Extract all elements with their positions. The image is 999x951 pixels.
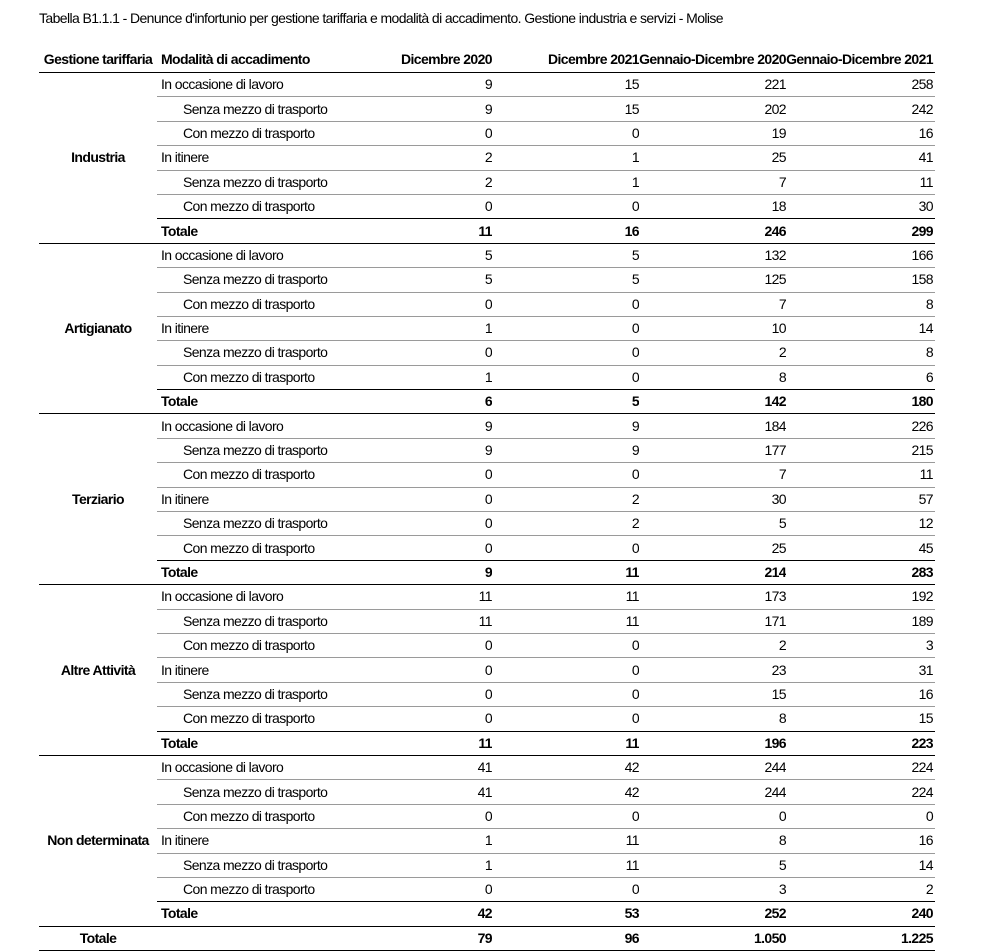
value-cell: 0 xyxy=(345,877,492,901)
value-cell: 11 xyxy=(492,829,639,853)
value-cell: 189 xyxy=(786,609,935,633)
value-cell: 2 xyxy=(639,341,786,365)
data-table xyxy=(39,46,935,951)
value-cell: 2 xyxy=(345,170,492,194)
value-cell: 0 xyxy=(345,512,492,536)
value-cell: 9 xyxy=(345,97,492,121)
grand-total-value: 79 xyxy=(345,926,492,950)
table-row xyxy=(39,536,935,560)
value-cell: 0 xyxy=(492,877,639,901)
value-cell: 5 xyxy=(345,243,492,267)
header-gen-dic-2020: Gennaio-Dicembre 2020 xyxy=(639,50,786,67)
value-cell: 0 xyxy=(492,292,639,316)
modalita-label: In occasione di lavoro xyxy=(157,585,345,609)
value-cell: 5 xyxy=(492,390,639,414)
value-cell: 0 xyxy=(345,487,492,511)
header-modalita: Modalità di accadimento xyxy=(161,50,310,67)
value-cell: 0 xyxy=(492,707,639,731)
value-cell: 14 xyxy=(786,316,935,340)
total-label: Totale xyxy=(157,390,345,414)
value-cell: 184 xyxy=(639,414,786,438)
grand-total-label: Totale xyxy=(39,926,157,950)
value-cell: 177 xyxy=(639,438,786,462)
modalita-label: Con mezzo di trasporto xyxy=(157,121,345,145)
value-cell: 11 xyxy=(492,853,639,877)
modalita-label: Senza mezzo di trasporto xyxy=(157,512,345,536)
value-cell: 2 xyxy=(492,487,639,511)
value-cell: 8 xyxy=(786,341,935,365)
table-title: Tabella B1.1.1 - Denunce d'infortunio per gestione tariffaria e modalità di accadimento. Gestione industria e servizi - Molise xyxy=(39,10,723,26)
value-cell: 8 xyxy=(639,365,786,389)
value-cell: 224 xyxy=(786,755,935,779)
group-label: Industria xyxy=(39,73,157,244)
value-cell: 15 xyxy=(786,707,935,731)
value-cell: 142 xyxy=(639,390,786,414)
value-cell: 3 xyxy=(786,633,935,657)
modalita-label: Con mezzo di trasporto xyxy=(157,707,345,731)
value-cell: 221 xyxy=(639,73,786,97)
value-cell: 0 xyxy=(786,804,935,828)
header-dic-2020: Dicembre 2020 xyxy=(400,50,492,67)
header-dic-2021: Dicembre 2021 xyxy=(547,50,639,67)
value-cell: 9 xyxy=(492,414,639,438)
value-cell: 5 xyxy=(639,853,786,877)
value-cell: 31 xyxy=(786,658,935,682)
total-label: Totale xyxy=(157,731,345,755)
value-cell: 9 xyxy=(345,414,492,438)
value-cell: 16 xyxy=(786,682,935,706)
value-cell: 6 xyxy=(345,390,492,414)
total-label: Totale xyxy=(157,560,345,584)
value-cell: 9 xyxy=(345,73,492,97)
total-row xyxy=(39,731,935,755)
value-cell: 57 xyxy=(786,487,935,511)
value-cell: 25 xyxy=(639,536,786,560)
value-cell: 0 xyxy=(639,804,786,828)
value-cell: 8 xyxy=(639,707,786,731)
value-cell: 15 xyxy=(492,97,639,121)
modalita-label: Con mezzo di trasporto xyxy=(157,633,345,657)
table-row xyxy=(39,804,935,828)
grand-total-value: 96 xyxy=(492,926,639,950)
value-cell: 0 xyxy=(345,804,492,828)
value-cell: 8 xyxy=(639,829,786,853)
modalita-label: Senza mezzo di trasporto xyxy=(157,341,345,365)
modalita-label: Con mezzo di trasporto xyxy=(157,463,345,487)
value-cell: 15 xyxy=(492,73,639,97)
table-row xyxy=(39,73,935,97)
table-row xyxy=(39,487,935,511)
value-cell: 7 xyxy=(639,170,786,194)
value-cell: 252 xyxy=(639,902,786,926)
value-cell: 53 xyxy=(492,902,639,926)
value-cell: 11 xyxy=(492,731,639,755)
modalita-label: In occasione di lavoro xyxy=(157,755,345,779)
table-row xyxy=(39,585,935,609)
total-label: Totale xyxy=(157,902,345,926)
value-cell: 158 xyxy=(786,268,935,292)
total-row xyxy=(39,390,935,414)
table-row xyxy=(39,853,935,877)
group-label: Artigianato xyxy=(39,243,157,414)
value-cell: 0 xyxy=(345,707,492,731)
value-cell: 0 xyxy=(345,292,492,316)
value-cell: 2 xyxy=(345,146,492,170)
value-cell: 166 xyxy=(786,243,935,267)
value-cell: 0 xyxy=(492,633,639,657)
value-cell: 25 xyxy=(639,146,786,170)
table-row xyxy=(39,829,935,853)
value-cell: 1 xyxy=(345,829,492,853)
value-cell: 214 xyxy=(639,560,786,584)
modalita-label: In occasione di lavoro xyxy=(157,243,345,267)
modalita-label: Senza mezzo di trasporto xyxy=(157,609,345,633)
value-cell: 5 xyxy=(492,268,639,292)
value-cell: 0 xyxy=(492,463,639,487)
modalita-label: Senza mezzo di trasporto xyxy=(157,268,345,292)
modalita-label: Con mezzo di trasporto xyxy=(157,365,345,389)
value-cell: 11 xyxy=(492,560,639,584)
value-cell: 0 xyxy=(492,365,639,389)
table-row xyxy=(39,243,935,267)
modalita-label: Senza mezzo di trasporto xyxy=(157,438,345,462)
value-cell: 16 xyxy=(786,829,935,853)
value-cell: 11 xyxy=(345,219,492,243)
grand-total-value: 1.050 xyxy=(639,926,786,950)
modalita-label: Senza mezzo di trasporto xyxy=(157,97,345,121)
value-cell: 223 xyxy=(786,731,935,755)
value-cell: 42 xyxy=(492,755,639,779)
value-cell: 8 xyxy=(786,292,935,316)
value-cell: 2 xyxy=(786,877,935,901)
value-cell: 125 xyxy=(639,268,786,292)
value-cell: 3 xyxy=(639,877,786,901)
value-cell: 246 xyxy=(639,219,786,243)
value-cell: 0 xyxy=(492,536,639,560)
value-cell: 0 xyxy=(345,633,492,657)
group-label: Terziario xyxy=(39,414,157,585)
value-cell: 42 xyxy=(492,780,639,804)
table-row xyxy=(39,633,935,657)
value-cell: 0 xyxy=(345,194,492,218)
header-gen-dic-2021: Gennaio-Dicembre 2021 xyxy=(786,50,933,67)
value-cell: 5 xyxy=(345,268,492,292)
value-cell: 1 xyxy=(345,853,492,877)
group-label: Non determinata xyxy=(39,755,157,926)
table-row xyxy=(39,146,935,170)
value-cell: 192 xyxy=(786,585,935,609)
value-cell: 0 xyxy=(492,194,639,218)
value-cell: 2 xyxy=(492,512,639,536)
value-cell: 11 xyxy=(345,731,492,755)
value-cell: 0 xyxy=(492,316,639,340)
value-cell: 224 xyxy=(786,780,935,804)
table-row xyxy=(39,755,935,779)
table-row xyxy=(39,292,935,316)
value-cell: 41 xyxy=(345,755,492,779)
total-row xyxy=(39,902,935,926)
table-row xyxy=(39,438,935,462)
value-cell: 299 xyxy=(786,219,935,243)
value-cell: 11 xyxy=(492,585,639,609)
modalita-label: Con mezzo di trasporto xyxy=(157,292,345,316)
value-cell: 215 xyxy=(786,438,935,462)
value-cell: 226 xyxy=(786,414,935,438)
grand-total-row xyxy=(39,926,935,950)
table-row xyxy=(39,341,935,365)
value-cell: 11 xyxy=(345,609,492,633)
modalita-label: Con mezzo di trasporto xyxy=(157,877,345,901)
value-cell: 5 xyxy=(492,243,639,267)
value-cell: 19 xyxy=(639,121,786,145)
value-cell: 15 xyxy=(639,682,786,706)
value-cell: 10 xyxy=(639,316,786,340)
table-row xyxy=(39,463,935,487)
value-cell: 196 xyxy=(639,731,786,755)
value-cell: 5 xyxy=(639,512,786,536)
value-cell: 244 xyxy=(639,780,786,804)
value-cell: 1 xyxy=(345,365,492,389)
table-row xyxy=(39,512,935,536)
value-cell: 11 xyxy=(345,585,492,609)
total-label: Totale xyxy=(157,219,345,243)
modalita-label: Senza mezzo di trasporto xyxy=(157,853,345,877)
value-cell: 45 xyxy=(786,536,935,560)
value-cell: 7 xyxy=(639,463,786,487)
modalita-label: In itinere xyxy=(157,658,345,682)
value-cell: 0 xyxy=(492,121,639,145)
table-row xyxy=(39,780,935,804)
modalita-label: Senza mezzo di trasporto xyxy=(157,170,345,194)
table-row xyxy=(39,97,935,121)
value-cell: 0 xyxy=(345,341,492,365)
value-cell: 258 xyxy=(786,73,935,97)
header-row xyxy=(39,46,935,73)
modalita-label: In occasione di lavoro xyxy=(157,414,345,438)
table-row xyxy=(39,609,935,633)
value-cell: 30 xyxy=(786,194,935,218)
value-cell: 14 xyxy=(786,853,935,877)
table-row xyxy=(39,877,935,901)
table-row xyxy=(39,658,935,682)
table-row xyxy=(39,365,935,389)
value-cell: 173 xyxy=(639,585,786,609)
group-label: Altre Attività xyxy=(39,585,157,756)
value-cell: 18 xyxy=(639,194,786,218)
empty-cell xyxy=(157,926,345,950)
value-cell: 11 xyxy=(786,170,935,194)
table-row xyxy=(39,194,935,218)
table-row xyxy=(39,414,935,438)
table-row xyxy=(39,268,935,292)
value-cell: 132 xyxy=(639,243,786,267)
value-cell: 240 xyxy=(786,902,935,926)
value-cell: 0 xyxy=(345,658,492,682)
value-cell: 180 xyxy=(786,390,935,414)
value-cell: 11 xyxy=(786,463,935,487)
value-cell: 2 xyxy=(639,633,786,657)
grand-total-value: 1.225 xyxy=(786,926,935,950)
value-cell: 0 xyxy=(345,682,492,706)
value-cell: 16 xyxy=(492,219,639,243)
value-cell: 1 xyxy=(492,146,639,170)
total-row xyxy=(39,219,935,243)
value-cell: 1 xyxy=(492,170,639,194)
modalita-label: In occasione di lavoro xyxy=(157,73,345,97)
value-cell: 244 xyxy=(639,755,786,779)
value-cell: 7 xyxy=(639,292,786,316)
value-cell: 0 xyxy=(492,341,639,365)
modalita-label: Senza mezzo di trasporto xyxy=(157,682,345,706)
table-row xyxy=(39,170,935,194)
table-row xyxy=(39,682,935,706)
total-row xyxy=(39,560,935,584)
value-cell: 242 xyxy=(786,97,935,121)
value-cell: 0 xyxy=(492,658,639,682)
modalita-label: In itinere xyxy=(157,146,345,170)
modalita-label: Con mezzo di trasporto xyxy=(157,536,345,560)
table-body xyxy=(39,73,935,951)
value-cell: 16 xyxy=(786,121,935,145)
value-cell: 9 xyxy=(345,560,492,584)
value-cell: 171 xyxy=(639,609,786,633)
value-cell: 0 xyxy=(492,804,639,828)
value-cell: 0 xyxy=(345,463,492,487)
value-cell: 41 xyxy=(345,780,492,804)
table-row xyxy=(39,316,935,340)
modalita-label: Senza mezzo di trasporto xyxy=(157,780,345,804)
modalita-label: In itinere xyxy=(157,316,345,340)
value-cell: 0 xyxy=(345,121,492,145)
value-cell: 30 xyxy=(639,487,786,511)
value-cell: 1 xyxy=(345,316,492,340)
value-cell: 9 xyxy=(492,438,639,462)
value-cell: 202 xyxy=(639,97,786,121)
table-row xyxy=(39,707,935,731)
value-cell: 42 xyxy=(345,902,492,926)
modalita-label: In itinere xyxy=(157,487,345,511)
header-gestione: Gestione tariffaria xyxy=(43,50,153,67)
value-cell: 41 xyxy=(786,146,935,170)
modalita-label: Con mezzo di trasporto xyxy=(157,194,345,218)
value-cell: 9 xyxy=(345,438,492,462)
modalita-label: In itinere xyxy=(157,829,345,853)
value-cell: 0 xyxy=(492,682,639,706)
value-cell: 283 xyxy=(786,560,935,584)
value-cell: 6 xyxy=(786,365,935,389)
table-row xyxy=(39,121,935,145)
value-cell: 11 xyxy=(492,609,639,633)
value-cell: 23 xyxy=(639,658,786,682)
value-cell: 0 xyxy=(345,536,492,560)
value-cell: 12 xyxy=(786,512,935,536)
modalita-label: Con mezzo di trasporto xyxy=(157,804,345,828)
